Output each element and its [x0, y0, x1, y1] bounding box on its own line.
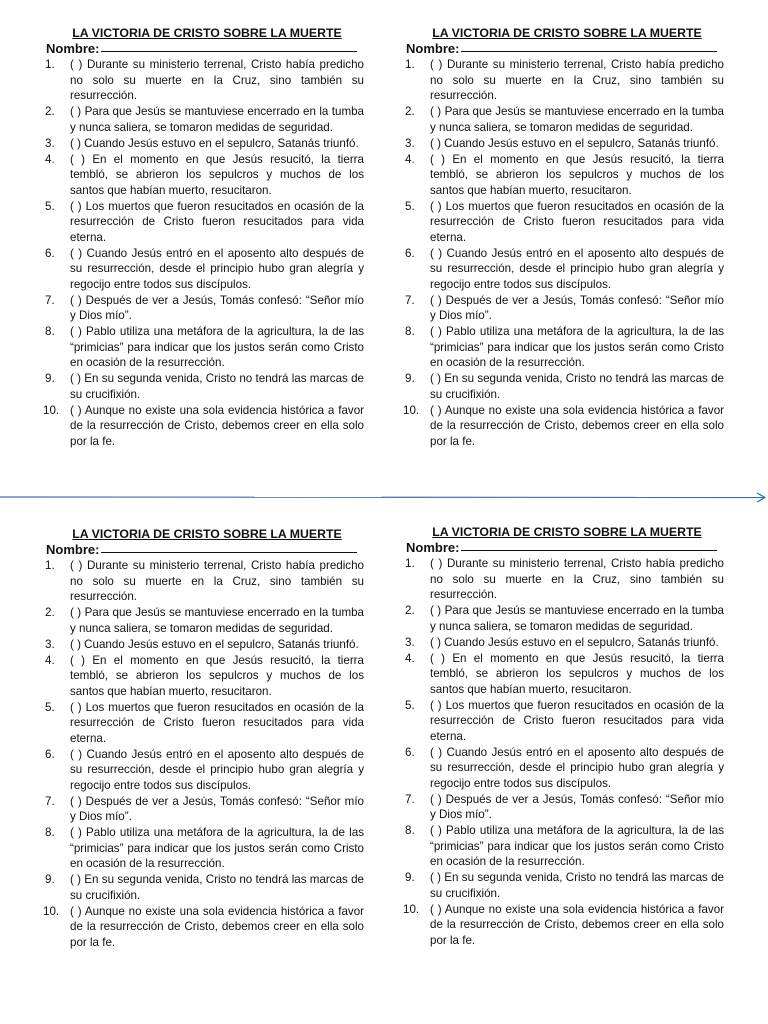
- question-item: [406, 57, 724, 104]
- question-number: 4.: [45, 653, 55, 667]
- question-number: 1.: [405, 58, 415, 71]
- question-list: [403, 556, 724, 948]
- question-number: 6.: [45, 246, 55, 260]
- question-item: [406, 603, 724, 634]
- question-text: ( ) En el momento en que Jesús resucitó, la tierra tembló, se abrieron los sepulcros y muchos de los santos que habían muerto, resucitaron.: [430, 651, 724, 696]
- question-number: 4.: [405, 651, 415, 665]
- worksheet-copy-top-left: [43, 26, 364, 450]
- question-number: 7.: [405, 293, 415, 307]
- question-item: [46, 293, 364, 324]
- question-number: 8.: [45, 826, 55, 839]
- worksheet-title: LA VICTORIA DE CRISTO SOBRE LA MUERTE: [432, 525, 702, 539]
- question-list: [43, 558, 364, 950]
- question-text: ( ) En el momento en que Jesús resucitó, la tierra tembló, se abrieron los sepulcros y muchos de los santos que habían muerto, resucitaron.: [70, 653, 364, 698]
- question-text: ( ) En su segunda venida, Cristo no tendrá las marcas de su crucifixión.: [70, 873, 364, 902]
- question-number: 4.: [45, 152, 55, 166]
- question-item: [46, 324, 364, 371]
- question-number: 8.: [405, 824, 415, 837]
- question-item: [46, 57, 364, 104]
- question-text: ( ) Los muertos que fueron resucitados en ocasión de la resurrección de Cristo fueron resucitados para vida eterna.: [70, 199, 364, 244]
- question-text: ( ) Cuando Jesús estuvo en el sepulcro, Satanás triunfó.: [70, 637, 359, 651]
- question-number: 10.: [403, 403, 420, 417]
- question-text: ( ) Pablo utiliza una metáfora de la agricultura, la de las “primicias” para indicar que los justos serán como Cristo en ocasión de la resurrección.: [430, 325, 724, 369]
- question-number: 10.: [43, 904, 60, 918]
- question-number: 5.: [45, 199, 55, 213]
- question-item: [46, 152, 364, 199]
- name-label: Nombre:: [46, 41, 100, 56]
- question-number: 6.: [405, 745, 415, 759]
- name-label: Nombre:: [406, 41, 460, 56]
- question-text: ( ) Pablo utiliza una metáfora de la agricultura, la de las “primicias” para indicar que los justos serán como Cristo en ocasión de la resurrección.: [430, 824, 724, 868]
- question-item: [43, 403, 364, 450]
- question-number: 9.: [405, 871, 415, 884]
- question-number: 2.: [45, 606, 55, 619]
- question-number: 2.: [45, 105, 55, 118]
- question-number: 3.: [405, 635, 415, 649]
- question-item: [406, 651, 724, 698]
- question-text: ( ) Pablo utiliza una metáfora de la agricultura, la de las “primicias” para indicar que los justos serán como Cristo en ocasión de la resurrección.: [70, 325, 364, 369]
- question-text: ( ) Pablo utiliza una metáfora de la agricultura, la de las “primicias” para indicar que los justos serán como Cristo en ocasión de la resurrección.: [70, 826, 364, 870]
- worksheet-copy-bottom-left: [43, 527, 364, 951]
- question-item: [46, 747, 364, 794]
- worksheet-copy-top-right: [403, 26, 724, 450]
- question-number: 9.: [45, 372, 55, 385]
- question-number: 2.: [405, 105, 415, 118]
- question-number: 5.: [45, 700, 55, 714]
- question-text: ( ) Durante su ministerio terrenal, Cristo había predicho no solo su muerte en la Cruz, sino también su resurrección.: [430, 58, 724, 102]
- question-number: 4.: [405, 152, 415, 166]
- question-number: 10.: [43, 403, 60, 417]
- question-text: ( ) En el momento en que Jesús resucitó, la tierra tembló, se abrieron los sepulcros y muchos de los santos que habían muerto, resucitaron.: [430, 152, 724, 197]
- question-list: [43, 57, 364, 449]
- worksheet-copy-bottom-right: [403, 525, 724, 949]
- question-text: ( ) Cuando Jesús entró en el aposento alto después de su resurrección, desde el principio hubo gran alegría y regocijo entre todos sus discípulos.: [430, 745, 724, 790]
- question-list: [403, 57, 724, 449]
- question-item: [46, 825, 364, 872]
- question-text: ( ) Cuando Jesús entró en el aposento alto después de su resurrección, desde el principio hubo gran alegría y regocijo entre todos sus discípulos.: [70, 246, 364, 291]
- name-field[interactable]: [406, 41, 724, 57]
- question-item: [406, 199, 724, 246]
- question-text: ( ) Para que Jesús se mantuviese encerrado en la tumba y nunca saliera, se tomaron medidas de seguridad.: [430, 105, 724, 134]
- question-text: ( ) Cuando Jesús entró en el aposento alto después de su resurrección, desde el principio hubo gran alegría y regocijo entre todos sus discípulos.: [430, 246, 724, 291]
- question-number: 3.: [45, 136, 55, 150]
- question-number: 7.: [45, 293, 55, 307]
- question-item: [406, 104, 724, 135]
- question-text: ( ) Cuando Jesús estuvo en el sepulcro, Satanás triunfó.: [430, 635, 719, 649]
- question-item: [46, 371, 364, 402]
- question-item: [46, 246, 364, 293]
- question-text: ( ) Los muertos que fueron resucitados en ocasión de la resurrección de Cristo fueron resucitados para vida eterna.: [70, 700, 364, 745]
- question-item: [46, 558, 364, 605]
- question-number: 1.: [405, 557, 415, 570]
- question-item: [406, 556, 724, 603]
- question-number: 9.: [45, 873, 55, 886]
- question-item: [46, 199, 364, 246]
- question-text: ( ) Para que Jesús se mantuviese encerrado en la tumba y nunca saliera, se tomaron medidas de seguridad.: [70, 606, 364, 635]
- question-text: ( ) Para que Jesús se mantuviese encerrado en la tumba y nunca saliera, se tomaron medidas de seguridad.: [430, 604, 724, 633]
- question-item: [406, 870, 724, 901]
- question-text: ( ) Durante su ministerio terrenal, Cristo había predicho no solo su muerte en la Cruz, sino también su resurrección.: [70, 559, 364, 603]
- question-number: 3.: [405, 136, 415, 150]
- question-item: [406, 293, 724, 324]
- question-text: ( ) Después de ver a Jesús, Tomás confesó: “Señor mío y Dios mío”.: [430, 293, 724, 322]
- question-item: [46, 104, 364, 135]
- question-item: [406, 246, 724, 293]
- question-item: [46, 653, 364, 700]
- question-number: 8.: [405, 325, 415, 338]
- question-number: 6.: [45, 747, 55, 761]
- question-number: 5.: [405, 199, 415, 213]
- question-item: [403, 403, 724, 450]
- question-text: ( ) Aunque no existe una sola evidencia histórica a favor de la resurrección de Cristo, debemos creer en ella solo por la fe.: [430, 403, 724, 448]
- question-number: 10.: [403, 902, 420, 916]
- question-item: [406, 371, 724, 402]
- worksheet-title: LA VICTORIA DE CRISTO SOBRE LA MUERTE: [432, 26, 702, 40]
- question-item: [406, 792, 724, 823]
- name-blank-line[interactable]: [461, 549, 717, 551]
- question-text: ( ) Los muertos que fueron resucitados en ocasión de la resurrección de Cristo fueron resucitados para vida eterna.: [430, 199, 724, 244]
- question-number: 9.: [405, 372, 415, 385]
- question-item: [46, 637, 364, 653]
- question-item: [406, 136, 724, 152]
- worksheet-title: LA VICTORIA DE CRISTO SOBRE LA MUERTE: [72, 527, 342, 541]
- question-item: [46, 794, 364, 825]
- question-text: ( ) Para que Jesús se mantuviese encerrado en la tumba y nunca saliera, se tomaron medidas de seguridad.: [70, 105, 364, 134]
- question-text: ( ) Los muertos que fueron resucitados en ocasión de la resurrección de Cristo fueron resucitados para vida eterna.: [430, 698, 724, 743]
- cut-line: [0, 497, 764, 498]
- name-field[interactable]: [46, 41, 364, 57]
- question-text: ( ) Durante su ministerio terrenal, Cristo había predicho no solo su muerte en la Cruz, sino también su resurrección.: [70, 58, 364, 102]
- question-number: 7.: [405, 792, 415, 806]
- question-text: ( ) Aunque no existe una sola evidencia histórica a favor de la resurrección de Cristo, debemos creer en ella solo por la fe.: [70, 904, 364, 949]
- question-text: ( ) En su segunda venida, Cristo no tendrá las marcas de su crucifixión.: [430, 372, 724, 401]
- question-number: 2.: [405, 604, 415, 617]
- question-item: [406, 324, 724, 371]
- name-blank-line[interactable]: [101, 50, 357, 52]
- name-label: Nombre:: [46, 542, 100, 557]
- question-text: ( ) Después de ver a Jesús, Tomás confesó: “Señor mío y Dios mío”.: [70, 293, 364, 322]
- name-blank-line[interactable]: [101, 551, 357, 553]
- question-text: ( ) Después de ver a Jesús, Tomás confesó: “Señor mío y Dios mío”.: [70, 794, 364, 823]
- question-item: [406, 698, 724, 745]
- question-item: [406, 635, 724, 651]
- name-field[interactable]: [46, 542, 364, 558]
- name-blank-line[interactable]: [461, 50, 717, 52]
- question-number: 7.: [45, 794, 55, 808]
- name-label: Nombre:: [406, 540, 460, 555]
- question-text: ( ) Cuando Jesús entró en el aposento alto después de su resurrección, desde el principio hubo gran alegría y regocijo entre todos sus discípulos.: [70, 747, 364, 792]
- question-text: ( ) En su segunda venida, Cristo no tendrá las marcas de su crucifixión.: [70, 372, 364, 401]
- worksheet-title: LA VICTORIA DE CRISTO SOBRE LA MUERTE: [72, 26, 342, 40]
- question-item: [46, 136, 364, 152]
- question-text: ( ) En el momento en que Jesús resucitó, la tierra tembló, se abrieron los sepulcros y muchos de los santos que habían muerto, resucitaron.: [70, 152, 364, 197]
- question-text: ( ) Cuando Jesús estuvo en el sepulcro, Satanás triunfó.: [70, 136, 359, 150]
- cut-line-divider: [0, 491, 768, 503]
- question-text: ( ) Durante su ministerio terrenal, Cristo había predicho no solo su muerte en la Cruz, sino también su resurrección.: [430, 557, 724, 601]
- question-number: 5.: [405, 698, 415, 712]
- question-text: ( ) Después de ver a Jesús, Tomás confesó: “Señor mío y Dios mío”.: [430, 792, 724, 821]
- question-text: ( ) Cuando Jesús estuvo en el sepulcro, Satanás triunfó.: [430, 136, 719, 150]
- question-item: [46, 700, 364, 747]
- question-number: 8.: [45, 325, 55, 338]
- question-item: [406, 823, 724, 870]
- question-item: [403, 902, 724, 949]
- question-item: [46, 605, 364, 636]
- question-item: [406, 152, 724, 199]
- name-field[interactable]: [406, 540, 724, 556]
- question-item: [46, 872, 364, 903]
- question-number: 6.: [405, 246, 415, 260]
- question-number: 1.: [45, 58, 55, 71]
- question-text: ( ) En su segunda venida, Cristo no tendrá las marcas de su crucifixión.: [430, 871, 724, 900]
- question-item: [43, 904, 364, 951]
- question-text: ( ) Aunque no existe una sola evidencia histórica a favor de la resurrección de Cristo, debemos creer en ella solo por la fe.: [430, 902, 724, 947]
- question-number: 3.: [45, 637, 55, 651]
- question-item: [406, 745, 724, 792]
- question-number: 1.: [45, 559, 55, 572]
- question-text: ( ) Aunque no existe una sola evidencia histórica a favor de la resurrección de Cristo, debemos creer en ella solo por la fe.: [70, 403, 364, 448]
